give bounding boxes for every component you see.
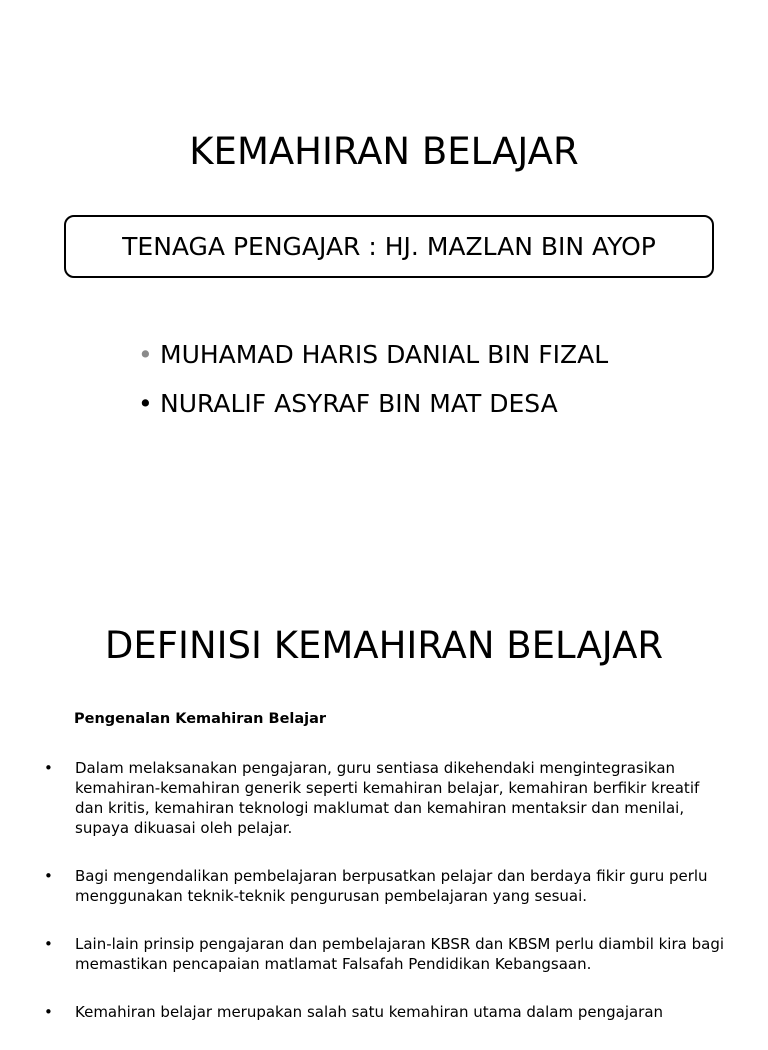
member-item: [138, 330, 658, 379]
point-item: [40, 758, 730, 838]
point-item: [40, 866, 730, 906]
section-heading: Pengenalan Kemahiran Belajar: [74, 711, 327, 727]
member-list: [138, 330, 658, 428]
bullet-icon: •: [138, 340, 153, 369]
bullet-icon: •: [44, 867, 53, 885]
point-list: [40, 758, 730, 1050]
point-text: Kemahiran belajar merupakan salah satu kemahiran utama dalam pengajaran: [75, 1003, 664, 1021]
point-item: [40, 1002, 730, 1022]
member-name: MUHAMAD HARIS DANIAL BIN FIZAL: [160, 340, 609, 369]
member-name: NURALIF ASYRAF BIN MAT DESA: [160, 389, 558, 418]
point-text: Bagi mengendalikan pembelajaran berpusatkan pelajar dan berdaya fikir guru perlu menggunakan teknik-teknik pengurusan pembelajaran yang sesuai.: [75, 867, 708, 905]
slide-title: KEMAHIRAN BELAJAR: [189, 130, 579, 173]
member-item: [138, 379, 658, 428]
bullet-icon: •: [44, 935, 53, 953]
bullet-icon: •: [138, 389, 153, 418]
point-item: [40, 934, 730, 974]
lecturer-label: TENAGA PENGAJAR : HJ. MAZLAN BIN AYOP: [122, 232, 656, 261]
point-text: Dalam melaksanakan pengajaran, guru sentiasa dikehendaki mengintegrasikan kemahiran-kemahiran generik seperti kemahiran belajar, kemahiran berfikir kreatif dan kritis, kemahiran teknologi maklumat dan kemahiran mentaksir dan menilai, supaya dikuasai oleh pelajar.: [75, 759, 700, 837]
lecturer-box: [64, 215, 714, 278]
definition-slide: [0, 560, 768, 1024]
slide-title: DEFINISI KEMAHIRAN BELAJAR: [104, 624, 664, 667]
bullet-icon: •: [44, 1003, 53, 1021]
bullet-icon: •: [44, 759, 53, 777]
point-text: Lain-lain prinsip pengajaran dan pembelajaran KBSR dan KBSM perlu diambil kira bagi memastikan pencapaian matlamat Falsafah Pendidikan Kebangsaan.: [75, 935, 725, 973]
